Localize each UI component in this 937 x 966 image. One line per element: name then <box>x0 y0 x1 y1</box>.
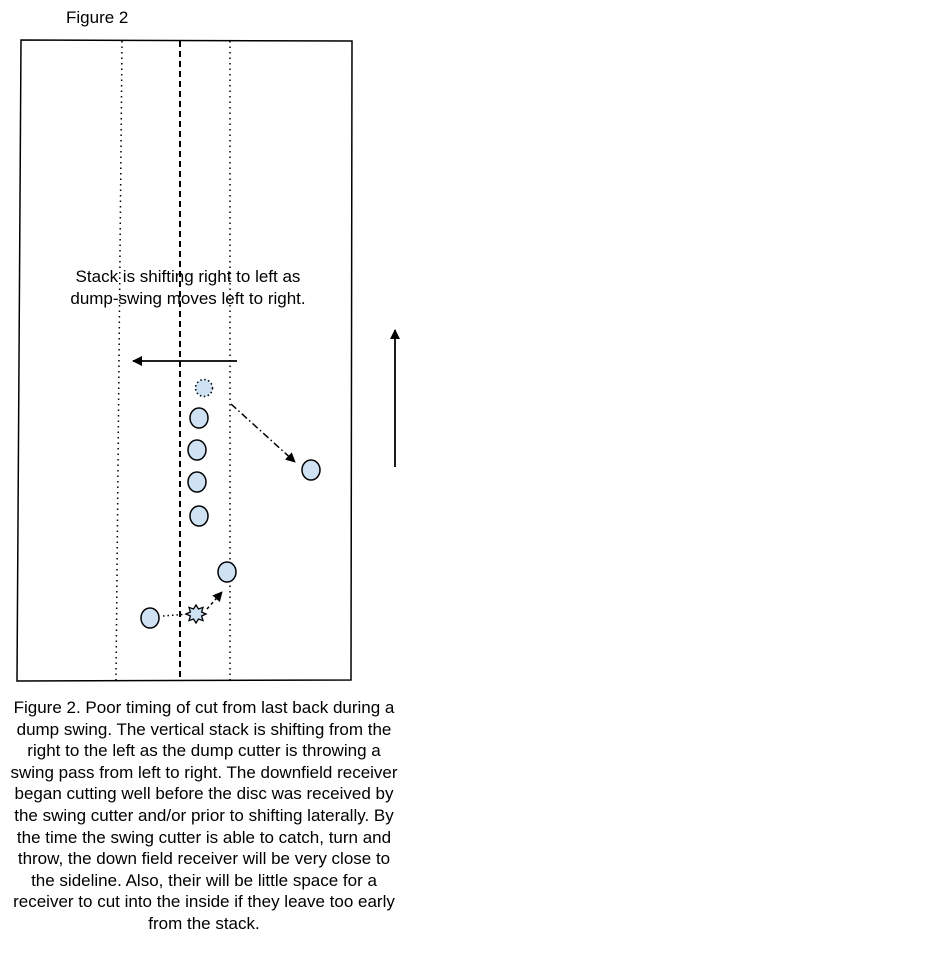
receiver-cut-path <box>231 404 295 462</box>
figure-caption: Figure 2. Poor timing of cut from last back during a dump swing. The vertical stack is shifting from the right to the left as the dump cutter is throwing a swing pass from left to right. The downfield receiver began cutting well before the disc was received by the swing cutter and/or prior to shifting laterally. By the time the swing cutter is able to catch, turn and throw, the down field receiver will be very close to the sideline. Also, their will be little space for a receiver to cut into the inside if they leave too early from the stack. <box>10 698 398 933</box>
disc-star-icon <box>186 605 206 623</box>
swing-cutter <box>218 562 236 582</box>
left-dotted-line <box>116 41 122 680</box>
stack-player-2 <box>188 440 206 460</box>
swing-pass-path <box>207 592 222 609</box>
ghost-player <box>196 380 213 397</box>
stack-player-3 <box>188 472 206 492</box>
figure-title: Figure 2 <box>66 8 129 27</box>
stack-player-4 <box>190 506 208 526</box>
stack-player-1 <box>190 408 208 428</box>
dump-player <box>141 608 159 628</box>
downfield-receiver <box>302 460 320 480</box>
stack-annotation: Stack is shifting right to left as dump-swing moves left to right. <box>70 267 306 308</box>
